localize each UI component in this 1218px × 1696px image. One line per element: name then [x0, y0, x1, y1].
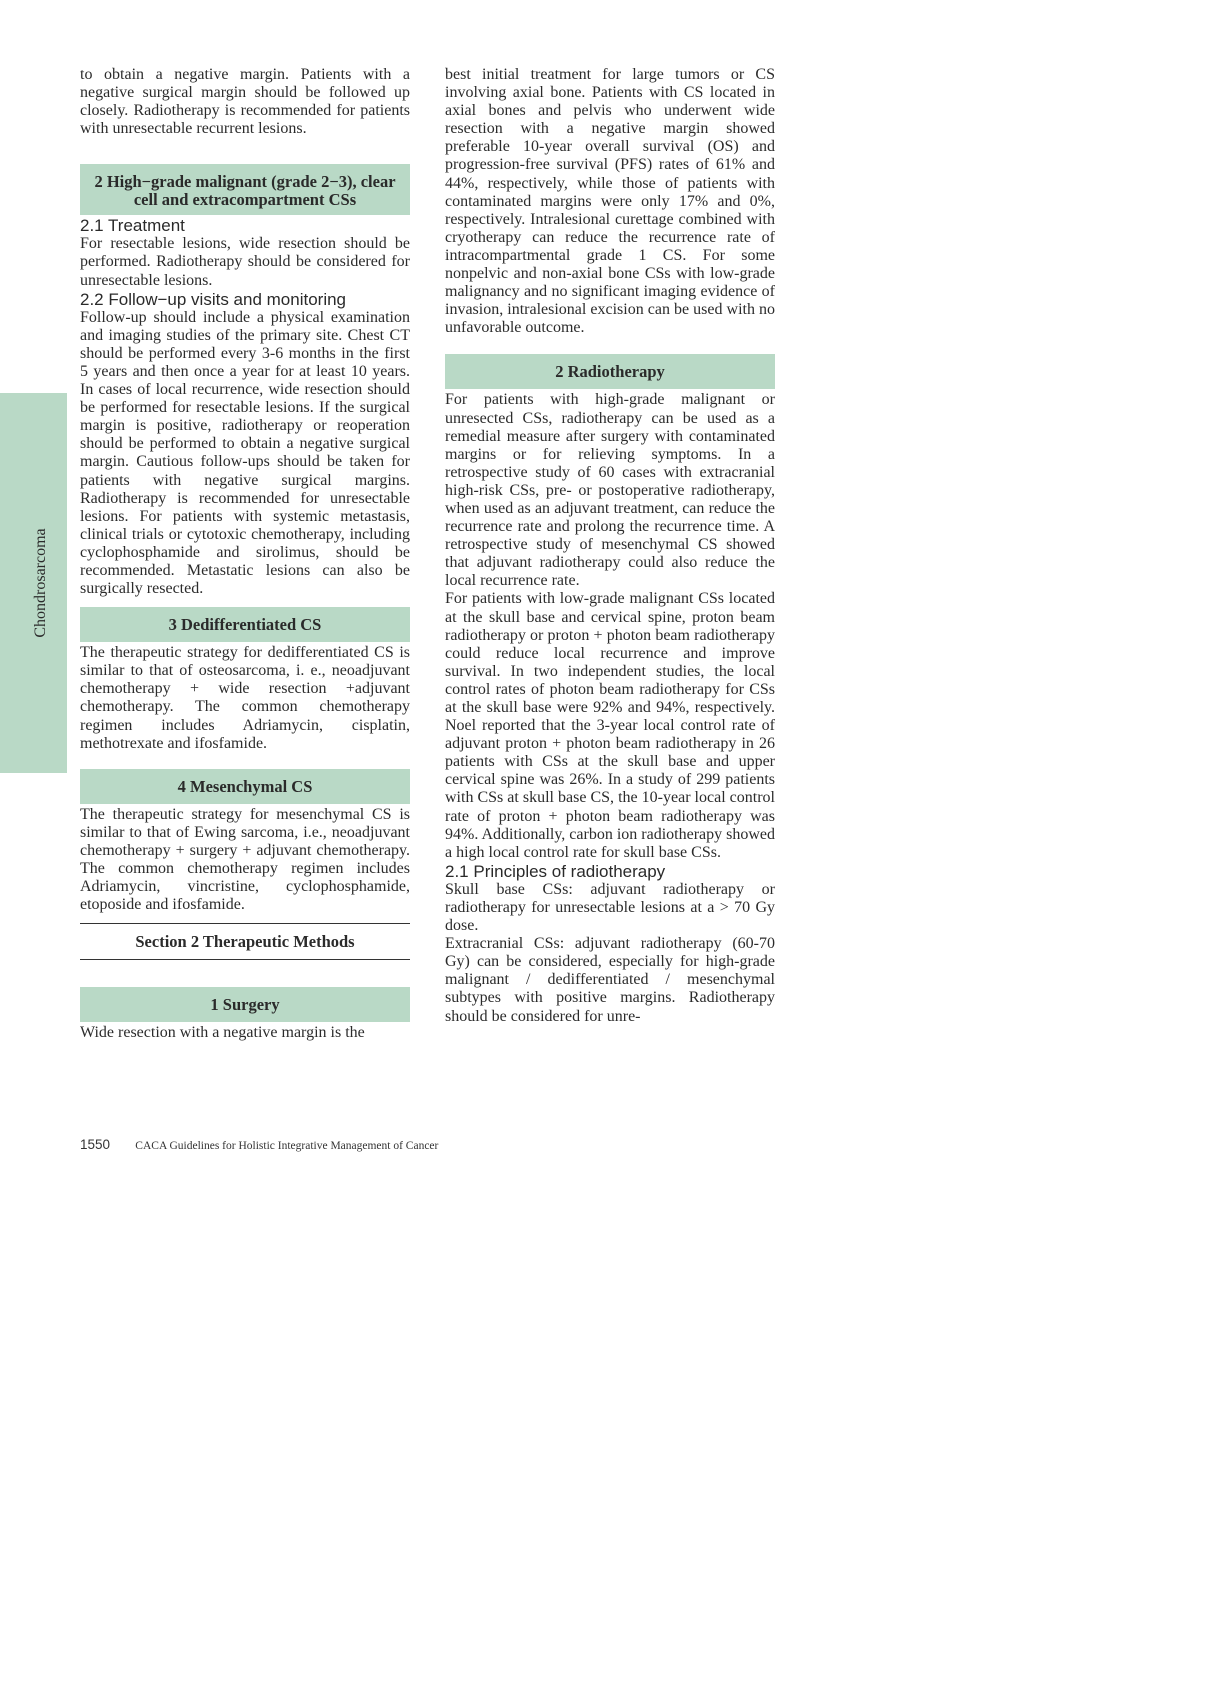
treatment-paragraph: For resectable lesions, wide resection should be performed. Radiotherapy should be considered for unresectable lesions.: [80, 235, 410, 289]
section-title: Section 2 Therapeutic Methods: [80, 923, 410, 960]
running-title: CACA Guidelines for Holistic Integrative Management of Cancer: [135, 1140, 439, 1152]
radiotherapy-paragraph-1: For patients with high-grade malignant or unresected CSs, radiotherapy can be used as a remedial measure after surgery with contaminated margins or for relieving symptoms. In a retrospective study of 60 cases with extracranial high-risk CSs, pre- or postoperative radiotherapy, when used as an adjuvant treatment, can reduce the recurrence rate and prolong the recurrence time. A retrospective study of mesenchymal CS showed that adjuvant radiotherapy could also reduce the local recurrence rate.: [445, 391, 775, 590]
followup-paragraph: Follow-up should include a physical examination and imaging studies of the primary site. Chest CT should be performed every 3-6 months in the first 5 years and then once a year for at least 10 years. In cases of local recurrence, wide resection should be performed for resectable lesions. If the surgical margin is positive, radiotherapy or reoperation should be performed to obtain a negative surgical margin. Cautious follow-ups should be taken for patients with negative surgical margins. Radiotherapy is recommended for unresectable lesions. For patients with systemic metastasis, clinical trials or cytotoxic chemotherapy, including cyclophosphamide and sirolimus, should be recommended. Metastatic lesions can also be surgically resected.: [80, 308, 410, 598]
left-column: [80, 66, 410, 1042]
heading-radiotherapy: 2 Radiotherapy: [445, 354, 775, 389]
mesenchymal-paragraph: The therapeutic strategy for mesenchymal CS is similar to that of Ewing sarcoma, i.e., neoadjuvant chemotherapy + surgery + adjuvant chemotherapy. The common chemotherapy regimen includes Adriamycin, vincristine, cyclophosphamide, etoposide and ifosfamide.: [80, 805, 410, 914]
subheading-treatment: 2.1 Treatment: [80, 216, 185, 236]
chapter-side-tab-label: Chondrosarcoma: [32, 528, 49, 638]
skull-base-paragraph: Skull base CSs: adjuvant radiotherapy or radiotherapy for unresectable lesions at a > 70 Gy dose.: [445, 880, 775, 935]
heading-mesenchymal: 4 Mesenchymal CS: [80, 769, 410, 804]
extracranial-paragraph: Extracranial CSs: adjuvant radiotherapy (60-70 Gy) can be considered, especially for high-grade malignant / dedifferentiated / mesenchymal subtypes with positive margins. Radiotherapy should be considered for unre-: [445, 935, 775, 1025]
heading-dedifferentiated: 3 Dedifferentiated CS: [80, 607, 410, 642]
dedifferentiated-paragraph: The therapeutic strategy for dedifferentiated CS is similar to that of osteosarcoma, i. e., neoadjuvant chemotherapy + wide resection +adjuvant chemotherapy. The common chemotherapy regimen includes Adriamycin, cisplatin, methotrexate and ifosfamide.: [80, 644, 410, 752]
radiotherapy-paragraph-2: For patients with low-grade malignant CSs located at the skull base and cervical spine, proton beam radiotherapy or proton + photon beam radiotherapy could reduce local recurrence and improve survival. In two independent studies, the local control rates of photon beam radiotherapy for CSs at the skull base were 92% and 94%, respectively. Noel reported that the 3-year local control rate of adjuvant proton + photon beam radiotherapy in 26 patients with CSs at the skull base and upper cervical spine was 26%. In a study of 299 patients with CSs at skull base CS, the 10-year local control rate of proton + photon beam radiotherapy was 94%. Additionally, carbon ion radiotherapy showed a high local control rate for skull base CSs.: [445, 590, 775, 861]
surgery-paragraph: Wide resection with a negative margin is the: [80, 1024, 365, 1042]
subheading-principles: 2.1 Principles of radiotherapy: [445, 861, 666, 881]
heading-surgery: 1 Surgery: [80, 987, 410, 1022]
page-footer: [80, 1137, 438, 1153]
right-column: [445, 66, 775, 1026]
page-number: 1550: [80, 1137, 111, 1152]
heading-high-grade: 2 High−grade malignant (grade 2−3), clear cell and extracompartment CSs: [80, 164, 410, 215]
surgery-continued-paragraph: best initial treatment for large tumors or CS involving axial bone. Patients with CS located in axial bones and pelvis who underwent wide resection with a negative margin showed preferable 10-year overall survival (OS) and progression-free survival (PFS) rates of 61% and 44%, respectively, while those of patients with contaminated margins were only 17% and 0%, respectively. Intralesional curettage combined with cryotherapy can reduce the recurrence rate of intracompartmental grade 1 CS. For some nonpelvic and non-axial bone CSs with low-grade malignancy and no significant imaging evidence of invasion, intralesional excision can be used with no unfavorable outcome.: [445, 66, 775, 337]
subheading-followup: 2.2 Follow−up visits and monitoring: [80, 289, 346, 309]
intro-paragraph: to obtain a negative margin. Patients with a negative surgical margin should be followed up closely. Radiotherapy is recommended for patients with unresectable recurrent lesions.: [80, 66, 410, 138]
